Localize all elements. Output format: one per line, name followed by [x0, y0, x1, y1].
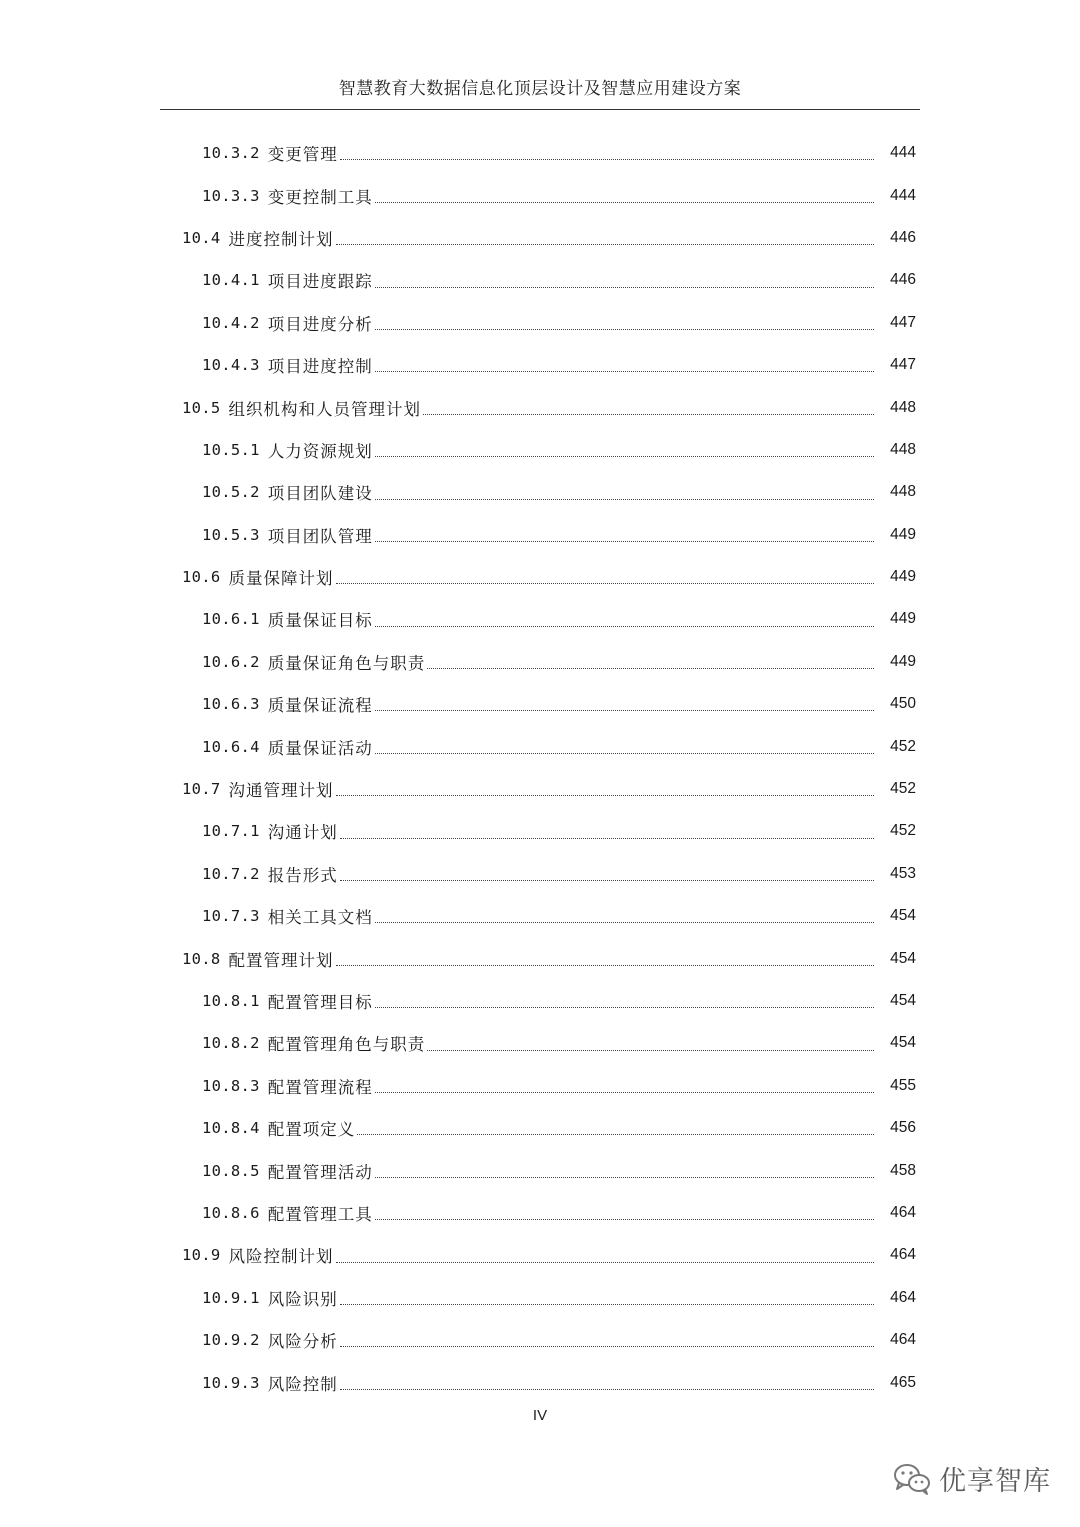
toc-entry[interactable] — [0, 429, 1080, 471]
toc-entry[interactable] — [0, 980, 1080, 1022]
toc-entry[interactable] — [0, 132, 1080, 174]
toc-entry[interactable] — [0, 217, 1080, 259]
toc-entry[interactable] — [0, 768, 1080, 810]
toc-dot-leader — [357, 1134, 874, 1135]
toc-entry[interactable] — [0, 1022, 1080, 1064]
toc-dot-leader — [375, 1177, 874, 1178]
toc-dot-leader — [375, 922, 874, 923]
toc-entry-page: 450 — [890, 695, 916, 713]
toc-entry[interactable] — [0, 1192, 1080, 1234]
toc-dot-leader — [375, 287, 874, 288]
toc-entry-number: 10.4.1 — [202, 271, 260, 290]
toc-entry-page: 453 — [890, 864, 916, 882]
toc-entry-title: 组织机构和人员管理计划 — [228, 399, 422, 419]
toc-entry-number: 10.7 — [182, 780, 221, 799]
toc-entry[interactable] — [0, 1277, 1080, 1319]
toc-entry-page: 446 — [890, 228, 916, 246]
toc-entry-title: 项目团队建设 — [267, 484, 373, 504]
toc-entry-title: 项目进度控制 — [267, 357, 373, 377]
toc-entry[interactable] — [0, 556, 1080, 598]
toc-dot-leader — [340, 1346, 874, 1347]
toc-dot-leader — [375, 329, 874, 330]
toc-dot-leader — [375, 710, 874, 711]
toc-entry-number: 10.8.4 — [202, 1119, 260, 1138]
toc-entry-page: 444 — [890, 144, 916, 162]
toc-dot-leader — [375, 753, 874, 754]
toc-entry-number: 10.4.3 — [202, 356, 260, 375]
toc-dot-leader — [336, 583, 874, 584]
toc-entry-number: 10.7.2 — [202, 864, 260, 883]
toc-dot-leader — [375, 1092, 874, 1093]
toc-dot-leader — [340, 880, 874, 881]
toc-entry[interactable] — [0, 598, 1080, 640]
toc-entry-number: 10.9.3 — [202, 1373, 260, 1392]
toc-entry-number: 10.5 — [182, 398, 221, 417]
toc-entry[interactable] — [0, 386, 1080, 428]
toc-entry-number: 10.8.5 — [202, 1161, 260, 1180]
toc-dot-leader — [340, 1304, 874, 1305]
toc-entry-title: 沟通计划 — [267, 823, 338, 843]
toc-entry-page: 464 — [890, 1288, 916, 1306]
toc-entry[interactable] — [0, 895, 1080, 937]
toc-entry-number: 10.8 — [182, 949, 221, 968]
toc-entry-number: 10.7.3 — [202, 907, 260, 926]
watermark-text: 优享智库 — [939, 1466, 1051, 1497]
toc-entry[interactable] — [0, 1319, 1080, 1361]
toc-entry[interactable] — [0, 1149, 1080, 1191]
toc-entry-page: 452 — [890, 822, 916, 840]
toc-entry-number: 10.5.1 — [202, 440, 260, 459]
toc-entry-number: 10.8.6 — [202, 1203, 260, 1222]
toc-entry-page: 452 — [890, 737, 916, 755]
toc-entry[interactable] — [0, 853, 1080, 895]
toc-entry-page: 448 — [890, 483, 916, 501]
toc-entry[interactable] — [0, 725, 1080, 767]
toc-entry[interactable] — [0, 1065, 1080, 1107]
toc-entry-number: 10.3.3 — [202, 186, 260, 205]
toc-entry[interactable] — [0, 1107, 1080, 1149]
toc-dot-leader — [375, 541, 874, 542]
toc-entry-page: 449 — [890, 610, 916, 628]
toc-entry[interactable] — [0, 810, 1080, 852]
toc-entry-page: 464 — [890, 1331, 916, 1349]
toc-entry[interactable] — [0, 174, 1080, 216]
toc-entry-number: 10.9.2 — [202, 1331, 260, 1350]
toc-entry-title: 配置管理工具 — [267, 1204, 373, 1224]
toc-dot-leader — [340, 159, 874, 160]
toc-dot-leader — [375, 202, 874, 203]
toc-entry-page: 449 — [890, 652, 916, 670]
toc-entry-page: 464 — [890, 1246, 916, 1264]
toc-dot-leader — [423, 414, 874, 415]
toc-entry-number: 10.9 — [182, 1246, 221, 1265]
toc-entry[interactable] — [0, 471, 1080, 513]
toc-dot-leader — [427, 1050, 874, 1051]
toc-dot-leader — [375, 1219, 874, 1220]
toc-entry-title: 质量保证角色与职责 — [267, 653, 426, 673]
toc-entry-page: 456 — [890, 1119, 916, 1137]
toc-entry-title: 质量保障计划 — [228, 569, 334, 589]
toc-entry-title: 变更控制工具 — [267, 187, 373, 207]
toc-entry-title: 人力资源规划 — [267, 441, 373, 461]
table-of-contents — [0, 132, 1080, 1404]
toc-entry-title: 配置管理角色与职责 — [267, 1035, 426, 1055]
toc-entry-page: 449 — [890, 525, 916, 543]
toc-entry-title: 质量保证活动 — [267, 738, 373, 758]
toc-entry-page: 458 — [890, 1161, 916, 1179]
toc-entry[interactable] — [0, 1361, 1080, 1403]
toc-entry-number: 10.6.3 — [202, 695, 260, 714]
toc-dot-leader — [375, 371, 874, 372]
toc-entry-title: 项目团队管理 — [267, 526, 373, 546]
toc-entry-title: 项目进度分析 — [267, 314, 373, 334]
toc-entry[interactable] — [0, 514, 1080, 556]
toc-entry-title: 进度控制计划 — [228, 229, 334, 249]
toc-entry-page: 444 — [890, 186, 916, 204]
toc-entry-title: 配置项定义 — [267, 1120, 356, 1140]
toc-entry-title: 质量保证目标 — [267, 611, 373, 631]
toc-entry[interactable] — [0, 1234, 1080, 1276]
toc-entry-title: 配置管理流程 — [267, 1077, 373, 1097]
toc-entry-page: 465 — [890, 1373, 916, 1391]
toc-entry-title: 沟通管理计划 — [228, 781, 334, 801]
toc-entry-number: 10.3.2 — [202, 144, 260, 163]
header-divider — [160, 109, 920, 110]
toc-dot-leader — [375, 499, 874, 500]
toc-entry-page: 454 — [890, 1034, 916, 1052]
toc-dot-leader — [340, 1389, 874, 1390]
toc-dot-leader — [336, 1262, 874, 1263]
toc-entry-page: 446 — [890, 271, 916, 289]
toc-entry-page: 449 — [890, 568, 916, 586]
toc-entry-number: 10.4.2 — [202, 313, 260, 332]
toc-entry-number: 10.9.1 — [202, 1288, 260, 1307]
toc-entry-number: 10.8.3 — [202, 1076, 260, 1095]
toc-entry-title: 变更管理 — [267, 145, 338, 165]
document-header-title: 智慧教育大数据信息化顶层设计及智慧应用建设方案 — [338, 79, 742, 99]
toc-dot-leader — [375, 1007, 874, 1008]
page-number: IV — [532, 1407, 548, 1424]
toc-entry[interactable] — [0, 344, 1080, 386]
toc-entry-number: 10.6.1 — [202, 610, 260, 629]
toc-entry-page: 452 — [890, 780, 916, 798]
toc-entry-page: 448 — [890, 440, 916, 458]
toc-entry-title: 配置管理计划 — [228, 950, 334, 970]
toc-entry[interactable] — [0, 641, 1080, 683]
toc-entry-title: 项目进度跟踪 — [267, 272, 373, 292]
toc-entry-page: 455 — [890, 1076, 916, 1094]
toc-dot-leader — [375, 626, 874, 627]
toc-entry-page: 447 — [890, 313, 916, 331]
toc-entry-title: 风险控制计划 — [228, 1247, 334, 1267]
toc-entry-number: 10.7.1 — [202, 822, 260, 841]
toc-dot-leader — [336, 795, 874, 796]
toc-entry-title: 配置管理目标 — [267, 993, 373, 1012]
toc-entry-number: 10.6.4 — [202, 737, 260, 756]
toc-dot-leader — [336, 244, 874, 245]
toc-entry-page: 454 — [890, 949, 916, 967]
toc-entry-page: 454 — [890, 907, 916, 925]
toc-entry-title: 相关工具文档 — [267, 908, 373, 928]
toc-entry-title: 风险识别 — [267, 1289, 338, 1309]
toc-entry-title: 配置管理活动 — [267, 1162, 373, 1182]
toc-entry[interactable] — [0, 937, 1080, 979]
toc-entry[interactable] — [0, 683, 1080, 725]
toc-entry-number: 10.6.2 — [202, 652, 260, 671]
toc-dot-leader — [427, 668, 874, 669]
toc-entry-title: 风险分析 — [267, 1332, 338, 1352]
watermark — [893, 1459, 1051, 1498]
toc-dot-leader — [375, 456, 874, 457]
toc-entry-number: 10.6 — [182, 568, 221, 587]
toc-dot-leader — [336, 965, 874, 966]
toc-dot-leader — [340, 838, 874, 839]
toc-entry-page: 454 — [890, 992, 916, 1009]
toc-entry-number: 10.5.3 — [202, 525, 260, 544]
toc-entry-number: 10.8.1 — [202, 992, 260, 1010]
toc-entry-number: 10.5.2 — [202, 483, 260, 502]
toc-entry[interactable] — [0, 302, 1080, 344]
toc-entry-page: 464 — [890, 1203, 916, 1221]
toc-entry-title: 风险控制 — [267, 1374, 338, 1394]
toc-entry-title: 质量保证流程 — [267, 696, 373, 716]
toc-entry-title: 报告形式 — [267, 865, 338, 885]
toc-entry-number: 10.8.2 — [202, 1034, 260, 1053]
toc-entry-page: 448 — [890, 398, 916, 416]
toc-entry[interactable] — [0, 259, 1080, 301]
toc-entry-page: 447 — [890, 356, 916, 374]
toc-entry-number: 10.4 — [182, 228, 221, 247]
wechat-icon — [893, 1462, 931, 1496]
